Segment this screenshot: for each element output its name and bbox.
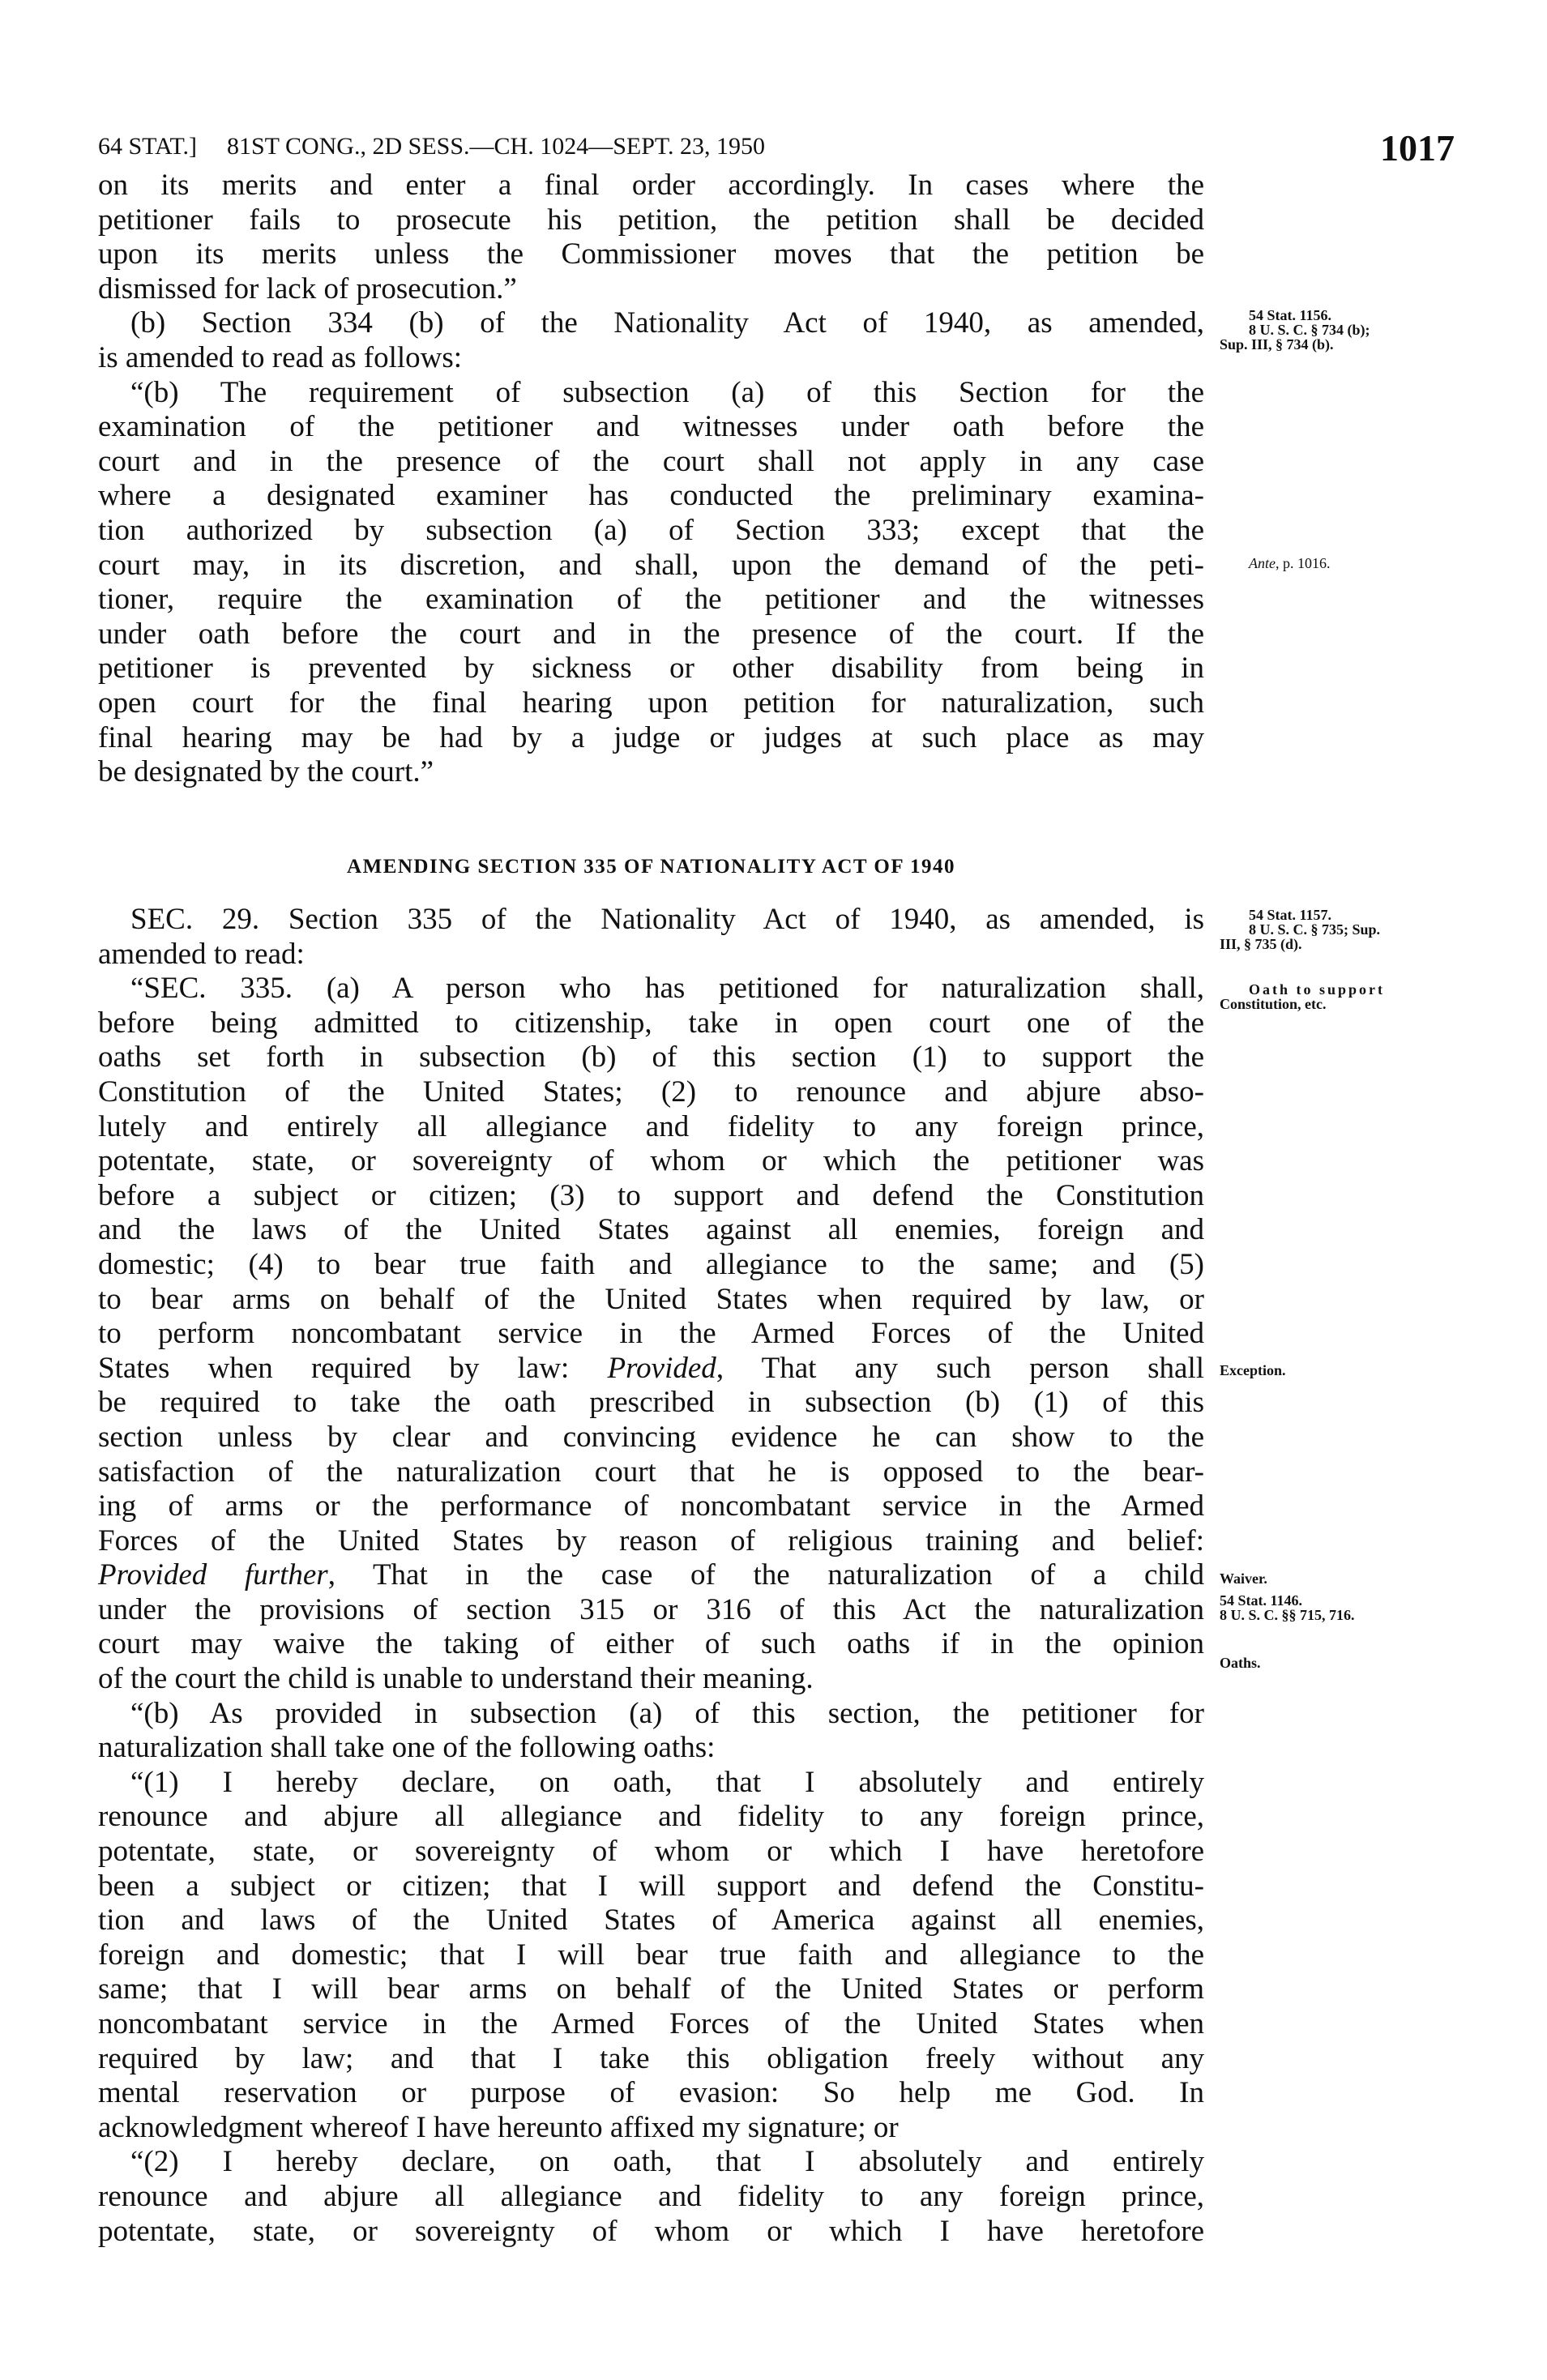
margin-note-line: Oath to support xyxy=(1249,981,1386,998)
margin-note-line: 8 U. S. C. § 734 (b); xyxy=(1249,322,1370,338)
margin-note-line: 8 U. S. C. §§ 715, 716. xyxy=(1220,1607,1355,1623)
margin-note-line: Waiver. xyxy=(1220,1570,1267,1587)
text-line: be designated by the court.” xyxy=(98,755,434,789)
text-line: examination of the petitioner and witnesses under oath before the xyxy=(98,410,1204,444)
margin-note-oath-to-support xyxy=(1220,982,1385,1011)
text-line: before being admitted to citizenship, take in open court one of the xyxy=(98,1006,1204,1040)
margin-note-ante xyxy=(1220,556,1331,570)
text-line: dismissed for lack of prosecution.” xyxy=(98,271,517,306)
text-line: court and in the presence of the court shall not apply in any case xyxy=(98,444,1204,478)
margin-note-waiver xyxy=(1220,1571,1267,1586)
text-line: be required to take the oath prescribed in subsection (b) (1) of this xyxy=(98,1386,1204,1420)
text-line: renounce and abjure all allegiance and fidelity to any foreign prince, xyxy=(98,1800,1204,1834)
text-line: acknowledgment whereof I have hereunto affixed my signature; or xyxy=(98,2110,899,2144)
text-line: naturalization shall take one of the following oaths: xyxy=(98,1731,716,1765)
text-line: SEC. 29. Section 335 of the Nationality Act of 1940, as amended, is xyxy=(130,903,1204,936)
text-line: ing of arms or the performance of noncombatant service in the Armed xyxy=(98,1489,1204,1523)
text-line: potentate, state, or sovereignty of whom or which I have heretofore xyxy=(98,2214,1204,2248)
text-line: on its merits and enter a final order accordingly. In cases where the xyxy=(98,169,1204,202)
margin-note-line: Sup. III, § 734 (b). xyxy=(1220,336,1334,353)
text-line: renounce and abjure all allegiance and fidelity to any foreign prince, xyxy=(98,2179,1204,2213)
text-line: of the court the child is unable to understand their meaning. xyxy=(98,1662,814,1696)
margin-note-line: Constitution, etc. xyxy=(1220,996,1327,1012)
text-line: upon its merits unless the Commissioner moves that the petition be xyxy=(98,237,1204,271)
text-line: where a designated examiner has conducted the preliminary examina- xyxy=(98,479,1204,513)
section-heading: AMENDING SECTION 335 OF NATIONALITY ACT OF 1940 xyxy=(347,856,955,878)
text-line: satisfaction of the naturalization court that he is opposed to the bear- xyxy=(98,1455,1204,1489)
text-line: required by law; and that I take this obligation freely without any xyxy=(98,2041,1204,2075)
text-line: “SEC. 335. (a) A person who has petitioned for naturalization shall, xyxy=(130,972,1204,1006)
text-line: to bear arms on behalf of the United States when required by law, or xyxy=(98,1282,1204,1316)
text-line: domestic; (4) to bear true faith and allegiance to the same; and (5) xyxy=(98,1247,1204,1281)
text-line: “(1) I hereby declare, on oath, that I absolutely and entirely xyxy=(130,1765,1204,1799)
margin-note-exception xyxy=(1220,1363,1286,1378)
margin-note-line: III, § 735 (d). xyxy=(1220,936,1302,952)
text-line: mental reservation or purpose of evasion: So help me God. In xyxy=(98,2076,1204,2110)
text-line: Constitution of the United States; (2) to renounce and abjure abso- xyxy=(98,1075,1204,1109)
page-number: 1017 xyxy=(1380,127,1455,169)
margin-note-54-stat-1146 xyxy=(1220,1593,1355,1622)
text-line: section unless by clear and convincing evidence he can show to the xyxy=(98,1420,1204,1454)
margin-note-ante-rest: , p. 1016. xyxy=(1276,555,1331,571)
text-line: tioner, require the examination of the petitioner and the witnesses xyxy=(98,583,1204,617)
header-session-info: 81ST CONG., 2D SESS.—CH. 1024—SEPT. 23, 1950 xyxy=(227,133,765,160)
body-text-block-2 xyxy=(98,903,1204,2249)
text-span: , That any such person shall xyxy=(716,1351,1205,1385)
text-line: court may, in its discretion, and shall, upon the demand of the peti- xyxy=(98,548,1204,582)
text-line: lutely and entirely all allegiance and fidelity to any foreign prince, xyxy=(98,1109,1204,1143)
text-line: under oath before the court and in the presence of the court. If the xyxy=(98,617,1204,651)
text-line: potentate, state, or sovereignty of whom or which I have heretofore xyxy=(98,1835,1204,1869)
header-statute-ref: 64 STAT.] xyxy=(98,133,198,160)
text-line xyxy=(98,1558,1204,1593)
body-text-block-1 xyxy=(98,169,1204,790)
text-line: same; that I will bear arms on behalf of the United States or perform xyxy=(98,1972,1204,2006)
text-line: Forces of the United States by reason of religious training and belief: xyxy=(98,1523,1204,1557)
text-line xyxy=(98,1352,1204,1387)
text-line: oaths set forth in subsection (b) of this section (1) to support the xyxy=(98,1040,1204,1075)
margin-note-line: 54 Stat. 1156. xyxy=(1249,307,1332,323)
text-line: (b) Section 334 (b) of the Nationality Act of 1940, as amended, xyxy=(130,306,1204,340)
text-line: before a subject or citizen; (3) to support and defend the Constitution xyxy=(98,1178,1204,1212)
text-line: amended to read: xyxy=(98,937,305,971)
margin-note-line: Exception. xyxy=(1220,1362,1286,1378)
text-line: been a subject or citizen; that I will support and defend the Constitu- xyxy=(98,1869,1204,1903)
text-line: noncombatant service in the Armed Forces of the United States when xyxy=(98,2007,1204,2040)
text-span: , That in the case of the naturalization of a child xyxy=(327,1558,1204,1592)
margin-note-54-stat-1157 xyxy=(1220,908,1380,951)
italic-text: Provided xyxy=(607,1351,716,1385)
text-line: “(b) The requirement of subsection (a) of this Section for the xyxy=(130,375,1204,409)
text-line: and the laws of the United States against all enemies, foreign and xyxy=(98,1213,1204,1247)
text-line: “(b) As provided in subsection (a) of this section, the petitioner for xyxy=(130,1696,1204,1730)
margin-note-line: 54 Stat. 1157. xyxy=(1249,907,1332,923)
text-line: “(2) I hereby declare, on oath, that I absolutely and entirely xyxy=(130,2145,1204,2179)
margin-note-ante-italic: Ante xyxy=(1249,555,1276,571)
text-line: under the provisions of section 315 or 316 of this Act the naturalization xyxy=(98,1592,1204,1626)
text-span: States when required by law: xyxy=(98,1351,608,1385)
text-line: petitioner fails to prosecute his petition, the petition shall be decided xyxy=(98,203,1204,237)
text-line: tion authorized by subsection (a) of Section 333; except that the xyxy=(98,513,1204,547)
margin-note-line: 54 Stat. 1146. xyxy=(1220,1592,1303,1609)
text-line: tion and laws of the United States of America against all enemies, xyxy=(98,1904,1204,1938)
margin-note-line: 8 U. S. C. § 735; Sup. xyxy=(1249,921,1381,938)
text-line: petitioner is prevented by sickness or other disability from being in xyxy=(98,652,1204,686)
text-line: is amended to read as follows: xyxy=(98,340,463,374)
text-line: foreign and domestic; that I will bear true faith and allegiance to the xyxy=(98,1938,1204,1972)
text-line: to perform noncombatant service in the Armed Forces of the United xyxy=(98,1317,1204,1351)
text-line: potentate, state, or sovereignty of whom or which the petitioner was xyxy=(98,1144,1204,1178)
margin-note-line: Oaths. xyxy=(1220,1655,1261,1671)
text-line: final hearing may be had by a judge or judges at such place as may xyxy=(98,720,1204,754)
margin-note-oaths xyxy=(1220,1656,1261,1670)
text-line: open court for the final hearing upon petition for naturalization, such xyxy=(98,686,1204,720)
margin-note-54-stat-1156 xyxy=(1220,308,1370,352)
italic-text: Provided further xyxy=(98,1558,328,1592)
text-line: court may waive the taking of either of such oaths if in the opinion xyxy=(98,1627,1204,1661)
